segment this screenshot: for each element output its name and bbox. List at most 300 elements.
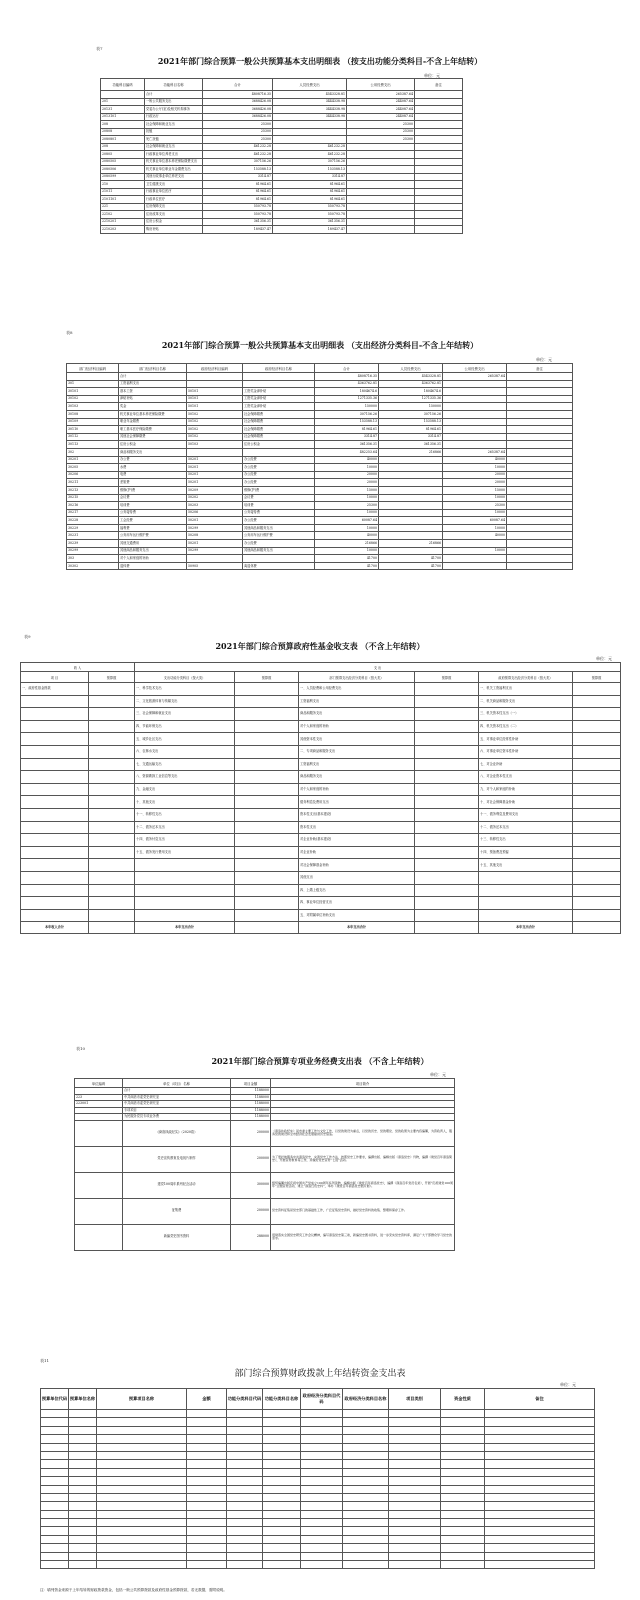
table-cell (347, 203, 415, 211)
table-cell (41, 1510, 69, 1518)
budget-table (20, 662, 621, 934)
table-row (101, 211, 463, 219)
table-cell (69, 1510, 97, 1518)
table-cell (69, 1426, 97, 1434)
table-cell: 550793.78 (273, 211, 347, 219)
table-cell: 工资奖金津补贴 (243, 388, 315, 396)
table-cell (89, 846, 135, 859)
table-cell: 50206 (187, 509, 243, 517)
table-cell (263, 1460, 301, 1468)
table-cell: 50201 (187, 456, 243, 464)
table-cell (441, 1527, 485, 1535)
column-header: 预算数 (235, 672, 299, 683)
table-cell: 社会保障缴费 (243, 418, 315, 426)
project-amount: 200000 (231, 1198, 271, 1224)
table-cell (235, 909, 299, 922)
item-label: 六、对事业单位资本性补助 (479, 745, 573, 758)
table-cell (485, 1418, 595, 1426)
table-cell (573, 683, 621, 696)
table-cell: 81964.61 (379, 426, 443, 434)
sheet7 (0, 0, 640, 250)
table-cell (187, 1544, 227, 1552)
table-cell (507, 471, 573, 479)
table-cell (89, 720, 135, 733)
table-cell (263, 1451, 301, 1459)
table-cell (415, 884, 479, 897)
table-cell (89, 884, 135, 897)
table-cell: 30103 (67, 403, 119, 411)
project-description: 贯彻落实全国党史研究工作会议精神，编写商洛党史第三卷，新编党史图书资料，进一步充实党史资料库，满足广大干部群众学习党史的需求。 (271, 1224, 455, 1250)
table-cell (243, 380, 315, 388)
table-row (67, 471, 573, 479)
table-cell (301, 1451, 343, 1459)
table-cell: 1188000 (231, 1114, 271, 1121)
item-label: 十一、转移性支出 (135, 808, 235, 821)
table-cell: 30229 (67, 524, 119, 532)
table-cell (343, 1418, 389, 1426)
table-cell: 公务接待费 (243, 509, 315, 517)
table-row (67, 395, 573, 403)
table-cell (507, 410, 573, 418)
table-cell (343, 1527, 389, 1535)
empty-row (41, 1485, 595, 1493)
table-cell (507, 403, 573, 411)
column-header: 备注 (485, 1389, 595, 1410)
table-cell (573, 708, 621, 721)
table-cell: 3314.87 (273, 173, 347, 181)
table-cell: 公务用车运行维护费 (243, 532, 315, 540)
table-cell: 2210203 (101, 226, 145, 234)
table-cell: 25300 (203, 136, 273, 144)
table-cell: 工资奖金津补贴 (243, 403, 315, 411)
table-cell: 行政事业单位医疗 (145, 188, 203, 196)
table-cell (415, 846, 479, 859)
total-label: 本年支出合计 (299, 922, 415, 934)
table-cell (21, 871, 89, 884)
table-row (67, 433, 573, 441)
table-row (101, 98, 463, 106)
table-cell (235, 708, 299, 721)
project-name: 新编党史图书资料 (123, 1224, 231, 1250)
table-cell (443, 418, 507, 426)
table-cell (41, 1468, 69, 1476)
table-cell: 3314.87 (379, 433, 443, 441)
table-cell: 302 (67, 448, 119, 456)
table-cell (441, 1468, 485, 1476)
budget-table (66, 363, 573, 570)
table-cell: 244087.64 (347, 106, 415, 114)
table-cell: 265387.64 (443, 448, 507, 456)
table-row (21, 897, 621, 910)
project-row (75, 1198, 455, 1224)
table-cell (263, 1485, 301, 1493)
table-cell: 50201 (187, 540, 243, 548)
table-cell (273, 128, 347, 136)
table-cell (41, 1544, 69, 1552)
table-cell: 30302 (67, 562, 119, 570)
table-cell: 40000 (443, 456, 507, 464)
table-cell: 81964.61 (273, 196, 347, 204)
project-row (75, 1224, 455, 1250)
table-cell (485, 1460, 595, 1468)
column-header: 预算数 (415, 672, 479, 683)
table-cell (301, 1443, 343, 1451)
column-header: 功能科目编码 (101, 79, 145, 91)
table-cell: 210 (101, 181, 145, 189)
table-cell (389, 1460, 441, 1468)
column-header: 部门经济科目名称 (119, 364, 187, 373)
table-cell (187, 555, 243, 563)
table-row (101, 188, 463, 196)
table-cell (97, 1410, 187, 1418)
table-cell: 其他商品和服务支出 (243, 547, 315, 555)
table-cell: 25300 (347, 121, 415, 129)
table-cell: 25300 (347, 128, 415, 136)
table-cell: 公务用车运行维护费 (119, 532, 187, 540)
table-cell (573, 834, 621, 847)
item-label: 商品和服务支出 (299, 771, 415, 784)
table-row (67, 380, 573, 388)
column-header: 政府经济科目编码 (187, 364, 243, 373)
table-cell (415, 745, 479, 758)
table-cell (573, 771, 621, 784)
table-cell (441, 1443, 485, 1451)
total-label: 本年支出合计 (135, 922, 235, 934)
table-cell (263, 1510, 301, 1518)
table-cell: 1804674.6 (315, 388, 379, 396)
table-cell: 电费 (119, 471, 187, 479)
table-cell (187, 1435, 227, 1443)
table-cell: 行政运行 (145, 113, 203, 121)
sheet-title: 2021年部门综合预算一般公共预算基本支出明细表 （按支出功能分类科目-不含上年结转） (157, 56, 483, 66)
table-cell (235, 720, 299, 733)
table-cell (21, 708, 89, 721)
project-row (75, 1146, 455, 1172)
table-row (67, 509, 573, 517)
table-cell: 50209 (187, 486, 243, 494)
table-row (21, 834, 621, 847)
item-label: 工资福利支出 (299, 758, 415, 771)
table-cell (41, 1519, 69, 1527)
table-cell (485, 1493, 595, 1501)
item-label: 四、机关资本性支出（二） (479, 720, 573, 733)
table-cell (443, 555, 507, 563)
unit-label: 单位：元 (596, 656, 612, 661)
table-cell: 30217 (67, 509, 119, 517)
table-cell (41, 1460, 69, 1468)
table-cell (443, 380, 507, 388)
table-cell (379, 517, 443, 525)
table-cell (415, 758, 479, 771)
table-cell: 1188000 (231, 1107, 271, 1114)
table-row (67, 562, 573, 570)
project-amount: 288000 (231, 1224, 271, 1250)
table-cell (479, 897, 573, 910)
table-cell (227, 1435, 263, 1443)
table-cell: 10000 (315, 464, 379, 472)
table-cell (89, 909, 135, 922)
table-cell: 办公经费 (243, 471, 315, 479)
table-cell (187, 380, 243, 388)
table-cell (187, 1418, 227, 1426)
table-cell: 153588.13 (379, 418, 443, 426)
table-cell: 办公经费 (243, 540, 315, 548)
table-cell: 50101 (187, 388, 243, 396)
table-cell: 10000 (315, 524, 379, 532)
table-row (67, 486, 573, 494)
empty-row (41, 1460, 595, 1468)
table-cell: 361356.31 (203, 218, 273, 226)
item-label: 资本性支出 (299, 821, 415, 834)
table-cell (389, 1451, 441, 1459)
table-cell (389, 1519, 441, 1527)
table-cell (415, 98, 463, 106)
table-cell (235, 771, 299, 784)
table-cell (75, 1120, 123, 1146)
table-row (21, 758, 621, 771)
item-label: 八、对企业资本性支出 (479, 771, 573, 784)
table-cell (415, 218, 463, 226)
table-cell (573, 733, 621, 746)
table-cell (507, 448, 573, 456)
table-cell: 抚恤 (145, 128, 203, 136)
total-label: 本年支出合计 (479, 922, 573, 934)
table-cell (227, 1527, 263, 1535)
table-cell: 60087.64 (315, 517, 379, 525)
column-header: 功能分类科目名称 (263, 1389, 301, 1410)
table-cell (41, 1451, 69, 1459)
table-cell (415, 859, 479, 872)
table-cell (347, 226, 415, 234)
table-cell (479, 871, 573, 884)
table-cell (21, 733, 89, 746)
table-cell: 15000 (443, 486, 507, 494)
table-cell: 461232.28 (203, 143, 273, 151)
table-row (67, 479, 573, 487)
table-cell (21, 720, 89, 733)
table-cell: 189437.47 (273, 226, 347, 234)
table-cell (379, 456, 443, 464)
table-cell (97, 1510, 187, 1518)
table-cell (227, 1510, 263, 1518)
table-row (67, 448, 573, 456)
table-cell (89, 859, 135, 872)
table-cell: 30113 (67, 441, 119, 449)
table-cell (97, 1561, 187, 1569)
column-header: 公用经费支出 (443, 364, 507, 373)
table-cell (301, 1510, 343, 1518)
table-cell (263, 1418, 301, 1426)
table-cell (41, 1535, 69, 1543)
table-cell: 30108 (67, 410, 119, 418)
table-cell: 1188000 (231, 1088, 271, 1095)
sheet-title: 2021年部门综合预算政府性基金收支表 （不含上年结转） (215, 641, 425, 651)
item-label: 八、资源勘探工业信息等支出 (135, 771, 235, 784)
table-cell (227, 1451, 263, 1459)
table-cell: 4808716.35 (315, 373, 379, 381)
table-cell: 153588.13 (203, 166, 273, 174)
table-cell (573, 909, 621, 922)
table-cell: 住房公积金 (145, 218, 203, 226)
table-cell (485, 1477, 595, 1485)
item-label: 工资福利支出 (299, 695, 415, 708)
table-cell: 合计 (145, 91, 203, 99)
table-cell: 223001 (75, 1101, 123, 1108)
table-cell: 216866 (379, 448, 443, 456)
table-row (67, 426, 573, 434)
table-cell: 2080506 (101, 166, 145, 174)
table-cell (187, 1510, 227, 1518)
table-cell (187, 1443, 227, 1451)
table-cell (263, 1535, 301, 1543)
table-cell (485, 1410, 595, 1418)
table-cell (485, 1535, 595, 1543)
table-cell: 1271335.36 (379, 395, 443, 403)
sheet-tag: 表9 (24, 634, 31, 639)
table-cell: 30109 (67, 418, 119, 426)
table-row (21, 783, 621, 796)
table-row (67, 540, 573, 548)
table-cell: 办公经费 (243, 517, 315, 525)
item-label: 商品和服务支出 (299, 708, 415, 721)
table-cell: 50299 (187, 547, 243, 555)
table-cell (187, 1561, 227, 1569)
table-cell: 41700 (315, 562, 379, 570)
table-cell (101, 91, 145, 99)
table-cell: 福利费 (119, 524, 187, 532)
table-cell (235, 796, 299, 809)
table-cell: 一般公共服务支出 (145, 98, 203, 106)
table-cell (507, 395, 573, 403)
empty-row (41, 1435, 595, 1443)
column-header: 资金性质 (441, 1389, 485, 1410)
table-row (67, 373, 573, 381)
table-cell (69, 1502, 97, 1510)
table-cell: 30215 (67, 494, 119, 502)
column-header: 预算数 (89, 672, 135, 683)
column-header: 项目类别 (389, 1389, 441, 1410)
table-cell: 职业年金缴费 (119, 418, 187, 426)
table-cell: 81964.61 (203, 188, 273, 196)
column-header: 项 目 (21, 672, 89, 683)
table-cell: 合计 (123, 1088, 231, 1095)
table-cell: 其他商品和服务支出 (119, 547, 187, 555)
table-cell (441, 1502, 485, 1510)
table-row (67, 410, 573, 418)
table-cell (347, 158, 415, 166)
table-cell: 50201 (187, 479, 243, 487)
table-cell (485, 1561, 595, 1569)
table-cell (301, 1485, 343, 1493)
table-cell: 30216 (67, 502, 119, 510)
project-name: 《商洛执政纪实》（2020卷） (123, 1120, 231, 1146)
table-cell (343, 1460, 389, 1468)
table-cell (273, 121, 347, 129)
table-row (21, 720, 621, 733)
table-cell: 住房公积金 (243, 441, 315, 449)
table-cell: 361356.31 (315, 441, 379, 449)
table-cell: 4363762.81 (379, 380, 443, 388)
table-cell: 办公经费 (243, 464, 315, 472)
project-row (75, 1172, 455, 1198)
table-cell (89, 695, 135, 708)
table-cell: 25300 (203, 128, 273, 136)
table-cell (301, 1519, 343, 1527)
table-cell: 361356.31 (273, 218, 347, 226)
table-cell (507, 441, 573, 449)
table-cell (227, 1493, 263, 1501)
table-cell (415, 121, 463, 129)
item-label: 对个人和家庭的补助 (299, 720, 415, 733)
table-cell (389, 1535, 441, 1543)
table-row (67, 532, 573, 540)
table-cell: 50102 (187, 433, 243, 441)
sheet8 (0, 250, 640, 600)
table-cell (97, 1451, 187, 1459)
table-row (21, 884, 621, 897)
table-cell (347, 173, 415, 181)
table-cell (415, 909, 479, 922)
table-cell: 机关事业单位基本养老保险缴费支出 (145, 158, 203, 166)
table-cell (301, 1544, 343, 1552)
table-cell (235, 808, 299, 821)
table-cell (187, 1426, 227, 1434)
table-cell (573, 897, 621, 910)
table-cell: 1271335.36 (315, 395, 379, 403)
table-cell (573, 859, 621, 872)
table-cell (69, 1460, 97, 1468)
table-cell (187, 1460, 227, 1468)
unit-label: 单位：元 (430, 1072, 446, 1077)
table-cell (415, 695, 479, 708)
table-cell (389, 1485, 441, 1493)
table-cell (187, 373, 243, 381)
table-cell (97, 1426, 187, 1434)
column-header: 单位（项目）名称 (123, 1079, 231, 1088)
table-row (101, 121, 463, 129)
table-cell (443, 395, 507, 403)
table-cell (301, 1468, 343, 1476)
table-cell: 20808 (101, 128, 145, 136)
table-cell: 25300 (347, 136, 415, 144)
table-cell: 150000 (315, 403, 379, 411)
empty-row (41, 1443, 595, 1451)
empty-row (41, 1451, 595, 1459)
table-row (67, 388, 573, 396)
table-cell: 死亡抚恤 (145, 136, 203, 144)
table-cell: 20000 (443, 471, 507, 479)
table-cell (235, 846, 299, 859)
table-cell (441, 1544, 485, 1552)
table-cell (69, 1493, 97, 1501)
column-header: 预算单位代码 (41, 1389, 69, 1410)
table-cell (379, 479, 443, 487)
table-cell: 30231 (67, 532, 119, 540)
project-amount: 200000 (231, 1146, 271, 1172)
table-cell (347, 151, 415, 159)
column-header: 金额 (187, 1389, 227, 1410)
table-cell (379, 471, 443, 479)
table-cell (343, 1477, 389, 1485)
table-cell (443, 388, 507, 396)
table-cell (507, 373, 573, 381)
table-cell (41, 1426, 69, 1434)
table-cell (227, 1552, 263, 1560)
item-label: 七、对企业补助 (479, 758, 573, 771)
table-cell (89, 834, 135, 847)
table-cell (343, 1561, 389, 1569)
table-cell: 为民服务党员专项业务费 (123, 1114, 231, 1121)
